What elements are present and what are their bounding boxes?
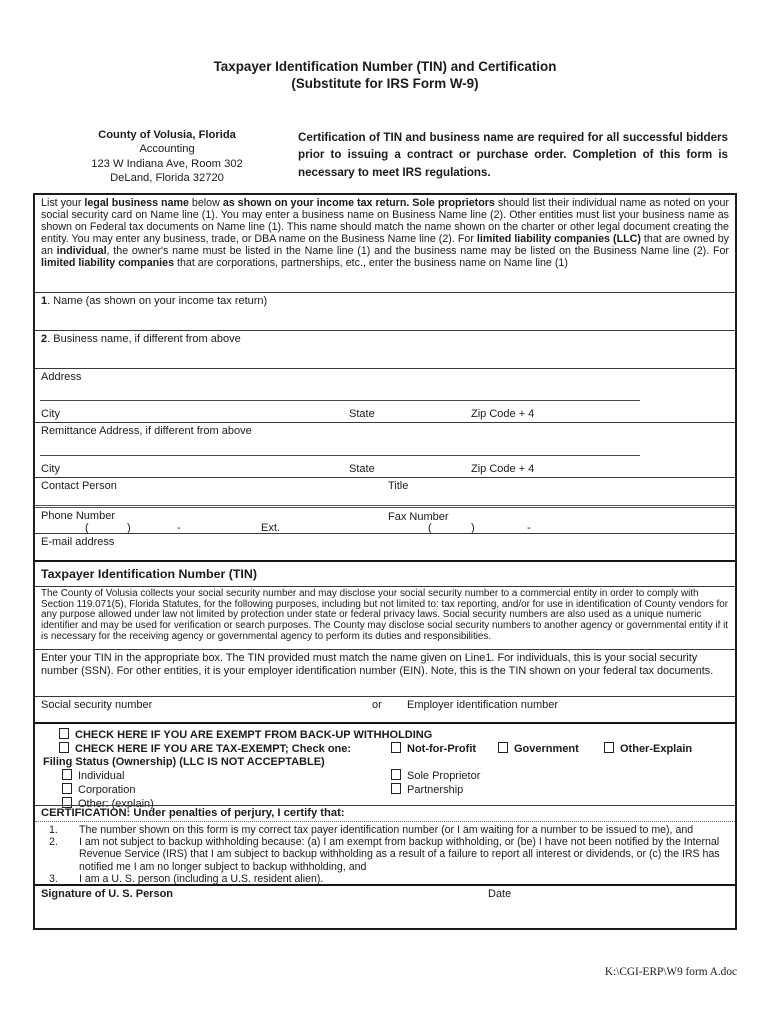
- government-checkbox[interactable]: [498, 742, 508, 753]
- ein-input-area[interactable]: [405, 711, 705, 721]
- phone-paren-open: (: [85, 522, 89, 534]
- certification-list: [35, 821, 735, 884]
- tax-exempt-line: [59, 742, 729, 756]
- corporation-checkbox[interactable]: [62, 783, 72, 794]
- agency-department: Accounting: [139, 143, 195, 156]
- backup-withholding-line: [59, 728, 729, 742]
- remittance-label: Remittance Address, if different from above: [41, 425, 252, 437]
- form-table: [33, 193, 737, 930]
- individual-checkbox[interactable]: [62, 769, 72, 780]
- phone-ext-label: Ext.: [261, 522, 280, 534]
- phone-paren-close: ): [127, 522, 131, 534]
- other-explain-option: [604, 742, 692, 755]
- contact-person-row[interactable]: [35, 477, 735, 505]
- phone-fax-row[interactable]: [35, 505, 735, 533]
- partnership-checkbox[interactable]: [391, 783, 401, 794]
- backup-withholding-exempt-label: CHECK HERE IF YOU ARE EXEMPT FROM BACK-UP WITHHOLDING: [75, 729, 433, 741]
- not-for-profit-checkbox[interactable]: [391, 742, 401, 753]
- fax-number-label: Fax Number: [388, 511, 449, 523]
- partnership-option: [391, 783, 463, 796]
- signature-input-area[interactable]: [35, 902, 475, 926]
- enter-tin-paragraph: Enter your TIN in the appropriate box. The TIN provided must match the name given on Line1. For individuals, this is your social security number (SSN). For other entities, it is your employer identification number (EIN). Note, this is the TIN shown on your federal tax documents.: [35, 649, 735, 696]
- ssn-ein-row: [35, 696, 735, 722]
- sole-proprietor-option: [391, 769, 480, 782]
- not-for-profit-label: Not-for-Profit: [407, 742, 477, 755]
- address-label: Address: [41, 371, 82, 383]
- fax-paren-open: (: [428, 522, 432, 534]
- certification-item-3-text: I am a U. S. person (including a U.S. resident alien).: [79, 872, 324, 885]
- date-label: Date: [488, 888, 512, 900]
- certification-heading: CERTIFICATION: Under penalties of perjury, I certify that:: [35, 805, 735, 821]
- phone-number-label: Phone Number: [41, 510, 115, 522]
- ein-label: Employer identification number: [407, 699, 559, 711]
- page-title: [0, 58, 770, 92]
- signature-row: [35, 884, 735, 927]
- government-label: Government: [514, 742, 579, 755]
- agency-address-block: [62, 128, 272, 185]
- remittance-state-label: State: [349, 463, 375, 475]
- contact-person-label: Contact Person: [41, 480, 117, 492]
- tax-exempt-label: CHECK HERE IF YOU ARE TAX-EXEMPT; Check one:: [75, 742, 352, 755]
- email-label: E-mail address: [41, 536, 115, 548]
- city-label: City: [41, 408, 60, 420]
- exemption-checkbox-block: [35, 722, 735, 810]
- sole-proprietor-checkbox[interactable]: [391, 769, 401, 780]
- title-line-2: (Substitute for IRS Form W-9): [291, 76, 479, 91]
- filing-status-line: [43, 756, 729, 770]
- name-row[interactable]: [35, 292, 735, 330]
- signature-label: Signature of U. S. Person: [41, 888, 174, 900]
- remittance-input-line[interactable]: [40, 455, 640, 456]
- phone-dash: -: [177, 522, 181, 534]
- name-field-label: . Name (as shown on your income tax return): [47, 295, 268, 307]
- remittance-address-row[interactable]: [35, 422, 735, 477]
- other-label: Other: (explain): [78, 797, 154, 810]
- address-input-line[interactable]: [40, 400, 640, 401]
- name-field-number: 1: [41, 295, 48, 307]
- agency-street: 123 W Indiana Ave, Room 302: [91, 157, 243, 170]
- fax-dash: -: [527, 522, 531, 534]
- corporation-label: Corporation: [78, 784, 136, 797]
- zip-label: Zip Code + 4: [471, 408, 535, 420]
- ssn-privacy-paragraph: The County of Volusia collects your social security number and may disclose your social security number to a commercial entity in order to comply with Section 119.071(5), Florida Statutes, for the following purposes, including but not limited to: tax reporting, and/or for use in identification of County vendors for any purpose allowed under law not limited by protection under state or federal privacy laws. Social security numbers are also used as a unique numeric identifier and may be used for verification or search purposes. The County may disclose social security numbers to another agency or governmental entity if it is necessary for the receiving agency or governmental agency to perform its duties and responsibilities.: [35, 586, 735, 649]
- individual-line: [62, 769, 729, 783]
- certification-item-1-text: The number shown on this form is my correct tax payer identification number (or I am waiting for a number to be issued to me), and: [79, 824, 694, 836]
- certification-item-2-number: 2.: [49, 836, 58, 849]
- email-row[interactable]: [35, 533, 735, 560]
- sole-proprietor-label: Sole Proprietor: [407, 770, 481, 783]
- individual-label: Individual: [78, 770, 125, 783]
- other-explain-checkbox[interactable]: [604, 742, 614, 753]
- ssn-label: Social security number: [41, 699, 153, 711]
- remittance-city-label: City: [41, 463, 60, 475]
- instructions-row: List your legal business name below as shown on your income tax return. Sole proprietors should list their individual name as noted on your social security card on Name line (1). You may enter a business name on Business Name line (2). Other entities must list your business name as shown on Federal tax documents on Name line (1). This name should match the name shown on the charter or other legal document creating the entity. You may enter any business, trade, or DBA name on the Business Name line (2). For limited liability companies (LLC) that are owned by an individual, the owner's name must be listed in the Name line (1) and the business name may be listed on the Business Name line (2). For limited liability companies that are corporations, partnerships, etc., enter the business name on Name line (1): [41, 197, 729, 269]
- tax-exempt-checkbox[interactable]: [59, 742, 69, 753]
- certification-item-2: [41, 836, 729, 873]
- certification-notice: Certification of TIN and business name are required for all successful bidders prior to issuing a contract or purchase order. Completion of this form is necessary to meet IRS regulations.: [298, 131, 728, 179]
- backup-withholding-exempt-checkbox[interactable]: [59, 728, 69, 739]
- state-label: State: [349, 408, 375, 420]
- certification-item-2-text: I am not subject to backup withholding because: (a) I am exempt from backup withholding, or (be) I have not been notified by the Internal Revenue Service (IRS) that I am subject to backup withholding as a result of a failure to report all interest or dividends, or (c) the IRS has notified me I am no longer subject to backup withholding, and: [79, 836, 720, 873]
- fax-paren-close: ): [471, 522, 475, 534]
- ssn-input-area[interactable]: [35, 711, 335, 721]
- tin-section-heading: Taxpayer Identification Number (TIN): [35, 560, 735, 586]
- date-input-area[interactable]: [485, 902, 725, 926]
- not-for-profit-option: [391, 742, 476, 755]
- address-row[interactable]: [35, 368, 735, 422]
- title-line-1: Taxpayer Identification Number (TIN) and Certification: [213, 59, 557, 74]
- filing-status-label: Filing Status (Ownership) (LLC IS NOT ACCEPTABLE): [43, 755, 325, 768]
- certification-item-3-number: 3.: [49, 872, 58, 885]
- agency-name: County of Volusia, Florida: [98, 129, 236, 141]
- government-option: [498, 742, 579, 755]
- business-field-label: . Business name, if different from above: [47, 333, 241, 345]
- business-field-number: 2: [41, 333, 48, 345]
- title-label: Title: [388, 480, 409, 492]
- certification-item-1: [41, 824, 729, 836]
- agency-city: DeLand, Florida 32720: [110, 171, 224, 184]
- remittance-zip-label: Zip Code + 4: [471, 463, 535, 475]
- partnership-label: Partnership: [407, 784, 464, 797]
- other-explain-label: Other-Explain: [620, 742, 693, 755]
- business-name-row[interactable]: [35, 330, 735, 368]
- document-file-path: K:\CGI-ERP\W9 form A.doc: [604, 966, 737, 978]
- certification-item-1-number: 1.: [49, 824, 58, 836]
- corporation-line: [62, 783, 729, 797]
- or-label: or: [372, 699, 382, 711]
